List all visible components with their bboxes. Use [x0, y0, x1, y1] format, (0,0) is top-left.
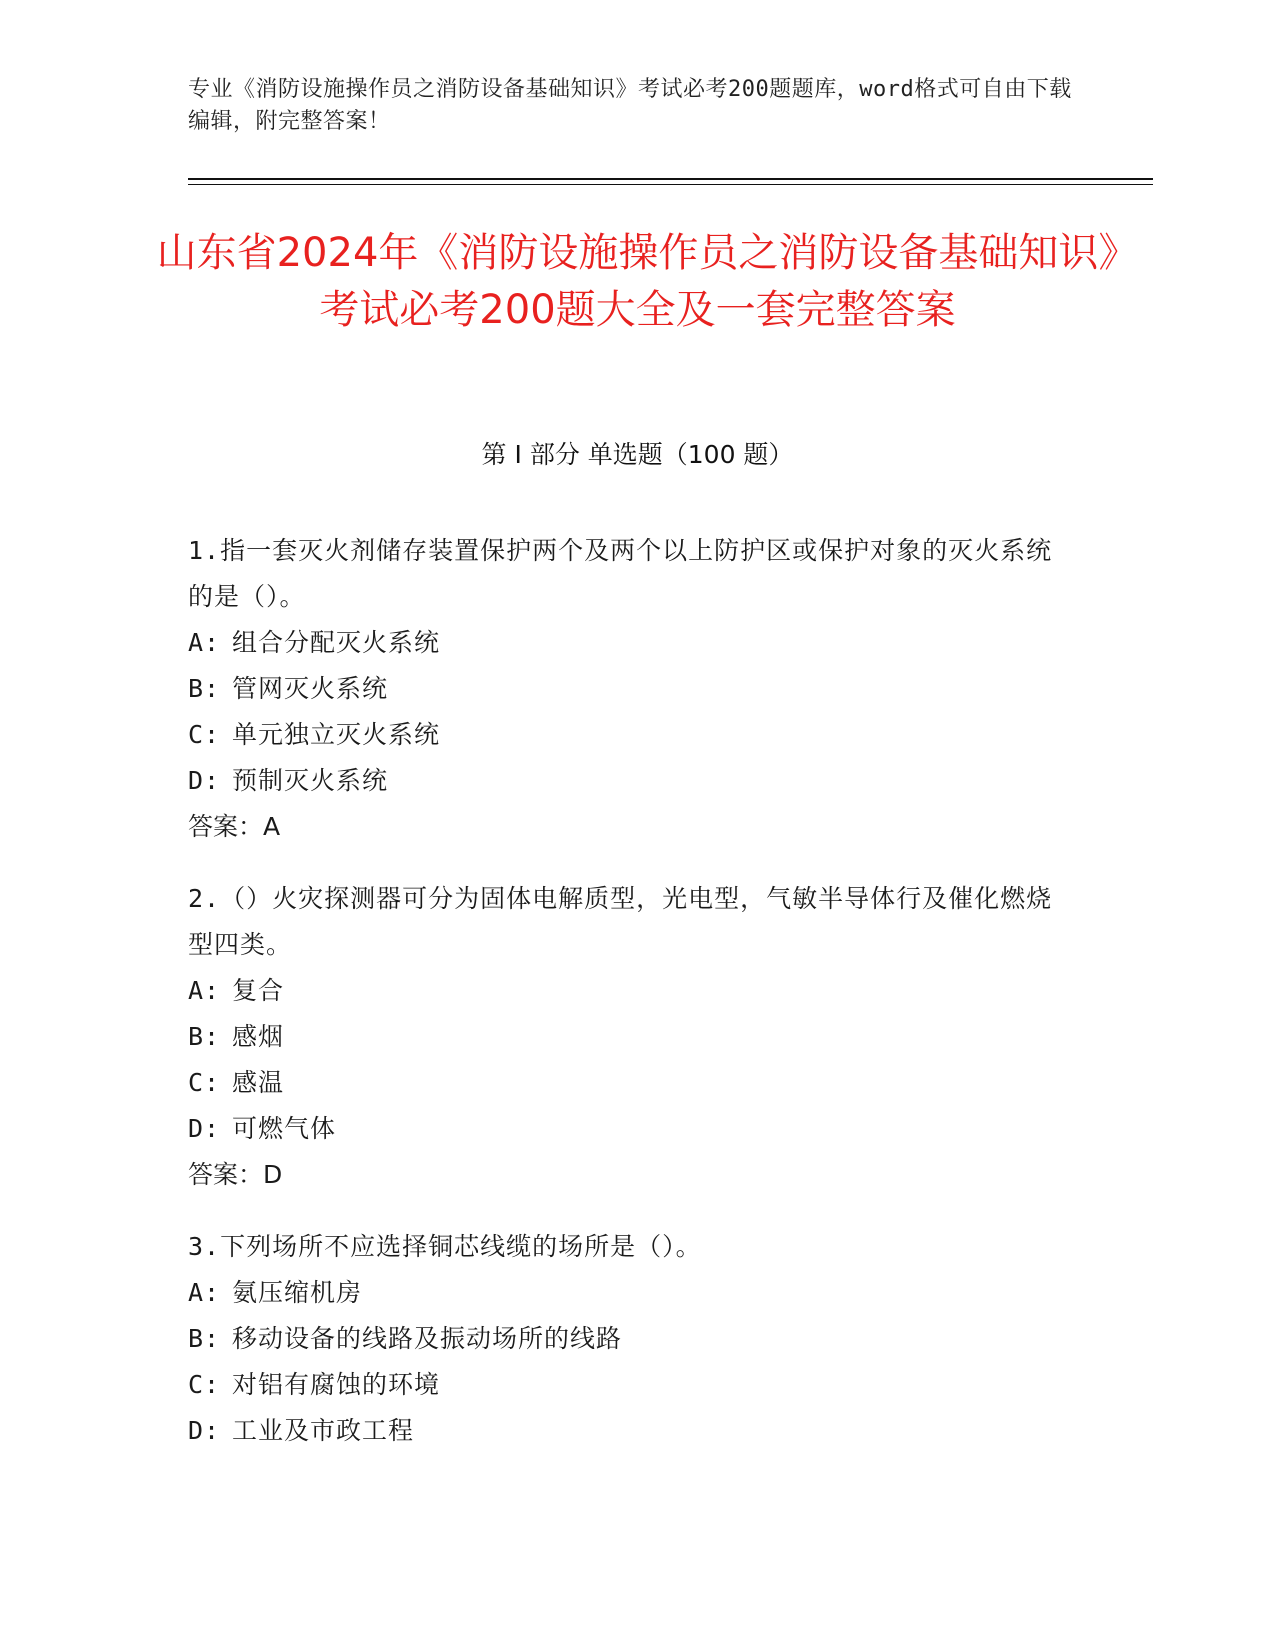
option-b [188, 1014, 1068, 1060]
question-stem: 2.（）火灾探测器可分为固体电解质型，光电型，气敏半导体行及催化燃烧型四类。 [188, 884, 1053, 959]
option-text: 氨压缩机房 [232, 1278, 363, 1307]
header-rule-thick [188, 178, 1153, 180]
option-c [188, 1060, 1068, 1106]
option-key: A: [188, 628, 221, 657]
option-key: C: [188, 1370, 221, 1399]
option-a [188, 968, 1068, 1014]
question-stem: 1.指一套灭火剂储存装置保护两个及两个以上防护区或保护对象的灭火系统的是（）。 [188, 536, 1053, 611]
option-key: C: [188, 1068, 221, 1097]
option-text: 移动设备的线路及振动场所的线路 [232, 1324, 623, 1353]
question-stem: 3.下列场所不应选择铜芯线缆的场所是（）。 [188, 1232, 702, 1261]
header-note: 专业《消防设施操作员之消防设备基础知识》考试必考200题题库，word格式可自由下载编辑，附完整答案！ [188, 77, 1072, 134]
option-text: 预制灭火系统 [232, 766, 389, 795]
option-key: B: [188, 674, 221, 703]
option-text: 感温 [232, 1068, 285, 1097]
question-1 [188, 528, 1068, 850]
option-key: D: [188, 1416, 221, 1445]
option-key: A: [188, 1278, 221, 1307]
option-b [188, 666, 1068, 712]
option-key: B: [188, 1324, 221, 1353]
option-d [188, 1106, 1068, 1152]
question-3 [188, 1224, 1068, 1454]
answer-line: 答案：D [188, 1160, 283, 1189]
option-key: A: [188, 976, 221, 1005]
option-b [188, 1316, 1068, 1362]
header-rule-thin [188, 184, 1153, 185]
option-a [188, 1270, 1068, 1316]
option-c [188, 1362, 1068, 1408]
option-key: B: [188, 1022, 221, 1051]
option-text: 对铝有腐蚀的环境 [232, 1370, 441, 1399]
option-d [188, 1408, 1068, 1454]
option-text: 单元独立灭火系统 [232, 720, 441, 749]
option-text: 可燃气体 [232, 1114, 337, 1143]
answer-line: 答案：A [188, 812, 281, 841]
option-c [188, 712, 1068, 758]
option-text: 复合 [232, 976, 285, 1005]
option-text: 管网灭火系统 [232, 674, 389, 703]
option-a [188, 620, 1068, 666]
option-d [188, 758, 1068, 804]
section-heading: 第 I 部分 单选题（100 题） [481, 440, 794, 469]
option-key: C: [188, 720, 221, 749]
option-key: D: [188, 1114, 221, 1143]
option-text: 感烟 [232, 1022, 285, 1051]
option-text: 组合分配灭火系统 [232, 628, 441, 657]
question-list [188, 528, 1068, 1480]
document-title: 山东省2024年《消防设施操作员之消防设备基础知识》考试必考200题大全及一套完整答案 [156, 230, 1119, 333]
option-key: D: [188, 766, 221, 795]
option-text: 工业及市政工程 [232, 1416, 415, 1445]
question-2 [188, 876, 1068, 1198]
